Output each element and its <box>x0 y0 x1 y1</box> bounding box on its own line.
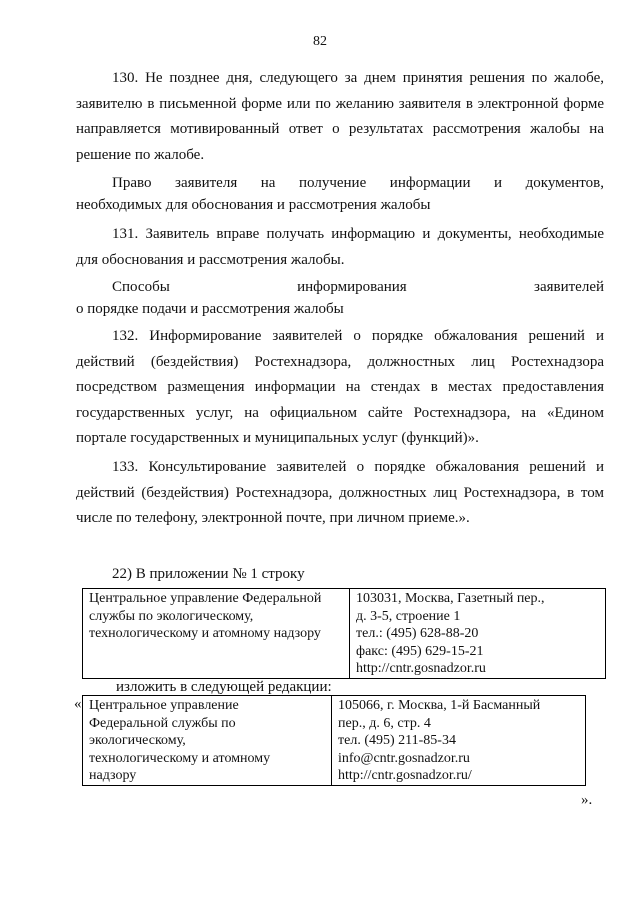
replace-line: изложить в следующей редакции: <box>116 679 332 695</box>
old-row-address-line: http://cntr.gosnadzor.ru <box>356 661 486 676</box>
quote-close: ». <box>581 792 593 808</box>
page-number: 82 <box>313 34 327 49</box>
table-row <box>83 589 606 679</box>
old-row-name-cell <box>83 589 350 679</box>
old-row-address-cell <box>350 589 606 679</box>
new-row-name-line: надзору <box>89 768 137 783</box>
heading-rights <box>76 172 604 216</box>
new-row-address-line: тел. (495) 211-85-34 <box>338 733 456 748</box>
quote-open: « <box>74 696 82 712</box>
new-row-name-line: Центральное управление <box>89 698 239 713</box>
paragraph-131: 131. Заявитель вправе получать информацию и документы, необходимые для обоснования и рассмотрения жалобы. <box>76 226 604 268</box>
old-row-address-line: факс: (495) 629-15-21 <box>356 643 484 659</box>
new-row-table <box>82 695 586 786</box>
new-row-address-line: 105066, г. Москва, 1-й Басманный <box>338 698 541 713</box>
heading-ways <box>76 276 604 320</box>
item-22: 22) В приложении № 1 строку <box>112 566 305 582</box>
heading-rights-line1: Право заявителя на получение информации и документов, <box>112 175 604 191</box>
old-row-address-line: д. 3-5, строение 1 <box>356 608 461 624</box>
new-row-address-line: http://cntr.gosnadzor.ru/ <box>338 768 472 783</box>
heading-rights-line2: необходимых для обоснования и рассмотрения жалобы <box>76 197 431 213</box>
paragraph-130: 130. Не позднее дня, следующего за днем принятия решения по жалобе, заявителю в письменной форме или по желанию заявителя в электронной форме направляется мотивированный ответ о результатах рассмотрения жалобы на решение по жалобе. <box>76 70 604 163</box>
new-row-address-line: пер., д. 6, стр. 4 <box>338 715 431 731</box>
old-row-name-line: службы по экологическому, <box>89 608 254 624</box>
table-row <box>83 696 586 786</box>
new-row-address-cell <box>332 696 586 786</box>
paragraph-133: 133. Консультирование заявителей о порядке обжалования решений и действий (бездействия) Ростехнадзора, должностных лиц Ростехнадзора, в том числе по телефону, электронной почте, при личном приеме.». <box>76 459 604 526</box>
new-row-name-line: Федеральной службы по <box>89 715 236 731</box>
heading-ways-line2: о порядке подачи и рассмотрения жалобы <box>76 301 344 317</box>
old-row-name-line: Центральное управление Федеральной <box>89 591 322 606</box>
heading-ways-line1: Способы информирования заявителей <box>112 279 604 295</box>
new-row-name-line: технологическому и атомному <box>89 750 271 766</box>
new-row-name-cell <box>83 696 332 786</box>
old-row-address-line: 103031, Москва, Газетный пер., <box>356 591 545 606</box>
old-row-table <box>82 588 606 679</box>
new-row-name-line: экологическому, <box>89 733 186 748</box>
old-row-name-line: технологическому и атомному надзору <box>89 626 321 641</box>
old-row-address-line: тел.: (495) 628-88-20 <box>356 626 479 641</box>
paragraph-132: 132. Информирование заявителей о порядке обжалования решений и действий (бездействия) Ростехнадзора, должностных лиц Ростехнадзора посредством размещения информации на стендах в местах предоставления государственных услуг, на официальном сайте Ростехнадзора, на «Едином портале государственных и муниципальных услуг (функций)». <box>76 328 604 446</box>
new-row-address-line: info@cntr.gosnadzor.ru <box>338 750 470 766</box>
